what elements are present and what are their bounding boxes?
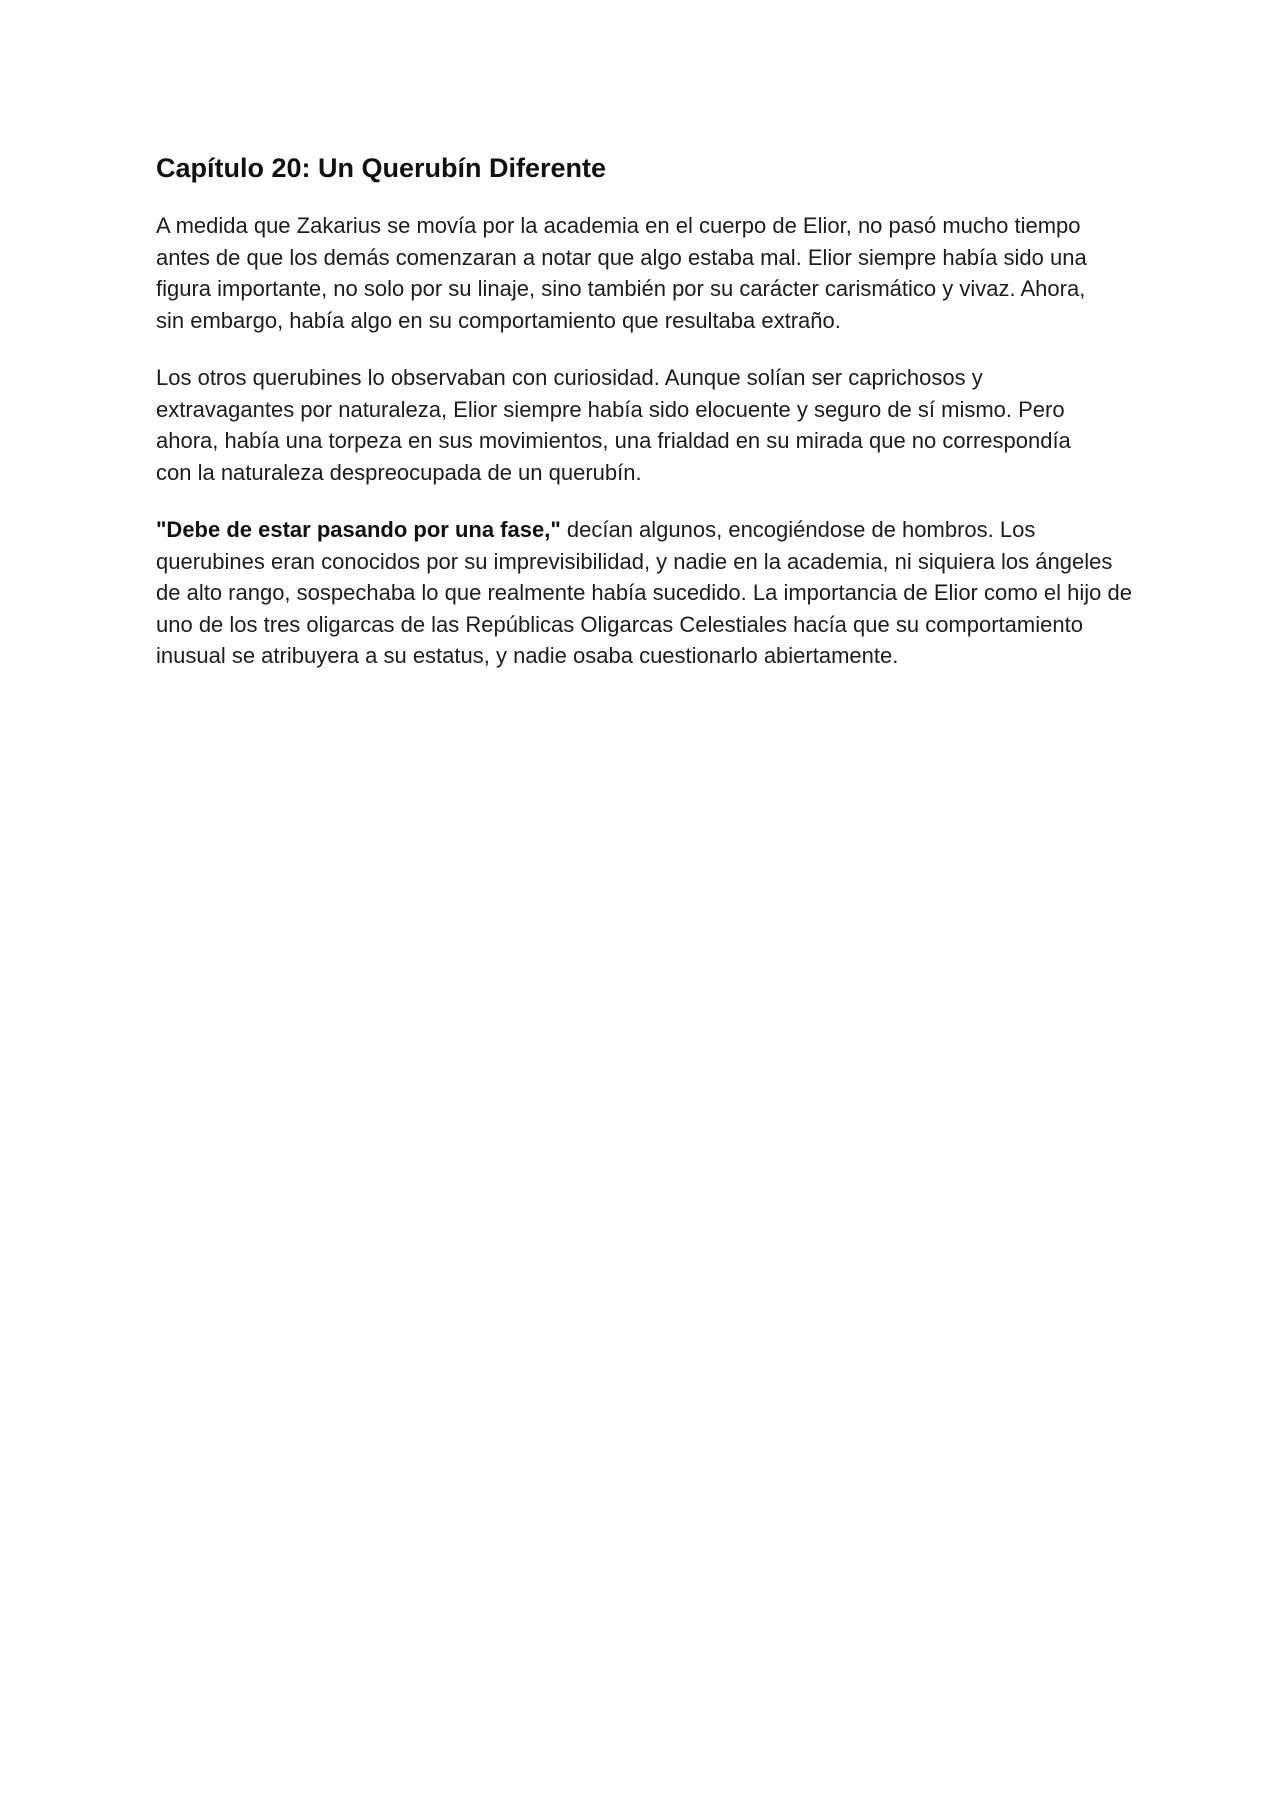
paragraph-3-quote: "Debe de estar pasando por una fase," <box>156 517 561 542</box>
paragraph-3 <box>156 514 1136 672</box>
paragraph-2: Los otros querubines lo observaban con curiosidad. Aunque solían ser caprichosos y extravagantes por naturaleza, Elior siempre había sido elocuente y seguro de sí mismo. Pero ahora, había una torpeza en sus movimientos, una frialdad en su mirada que no correspondía con la naturaleza despreocupada de un querubín. <box>156 365 1071 485</box>
chapter-title: Capítulo 20: Un Querubín Diferente <box>156 153 607 183</box>
paragraph-1: A medida que Zakarius se movía por la academia en el cuerpo de Elior, no pasó mucho tiempo antes de que los demás comenzaran a notar que algo estaba mal. Elior siempre había sido una figura importante, no solo por su linaje, sino también por su carácter carismático y vivaz. Ahora, sin embargo, había algo en su comportamiento que resultaba extraño. <box>156 213 1087 333</box>
paragraph-3-text: decían algunos, encogiéndose de hombros. Los querubines eran conocidos por su imprevisibilidad, y nadie en la academia, ni siquiera los ángeles de alto rango, sospechaba lo que realmente había sucedido. La importancia de Elior como el hijo de uno de los tres oligarcas de las Repúblicas Oligarcas Celestiales hacía que su comportamiento inusual se atribuyera a su estatus, y nadie osaba cuestionarlo abiertamente. <box>156 517 1132 668</box>
document-body <box>156 150 1136 698</box>
